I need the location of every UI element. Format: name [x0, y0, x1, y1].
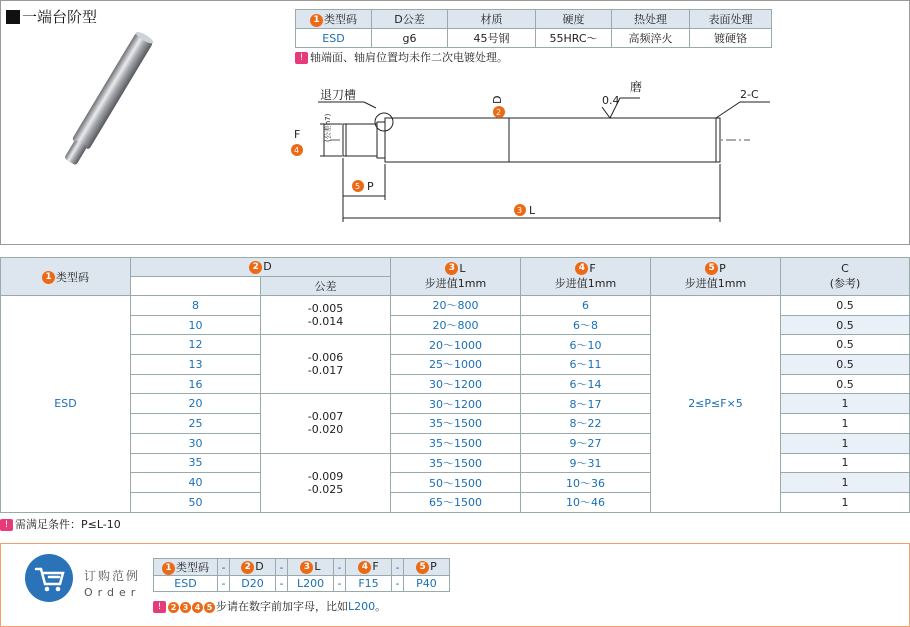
title-square-icon [6, 10, 20, 24]
num-2: 2 [496, 108, 502, 117]
f-cell: 6～8 [521, 315, 651, 335]
f-dim-label [291, 113, 332, 156]
f-cell: 10～36 [521, 473, 651, 493]
tol-lower: -0.025 [307, 482, 344, 496]
cart-svg [25, 554, 73, 602]
d-cell: 16 [131, 374, 261, 394]
grind-label: 磨 [630, 80, 643, 94]
spec-header-heat: 热处理 [612, 10, 690, 29]
dash: - [218, 576, 230, 592]
f-cell: 8～17 [521, 394, 651, 414]
c-cell: 1 [781, 473, 910, 493]
l-cell: 30～1200 [391, 394, 521, 414]
d-cell: 8 [131, 296, 261, 316]
num-3-icon: 3 [180, 602, 191, 613]
num-2-icon: 2 [249, 261, 262, 274]
note-icon: ! [295, 52, 308, 64]
order-header-f [346, 559, 392, 576]
h-text: 类型码 [56, 270, 89, 284]
l-dim-label [514, 204, 536, 217]
technical-drawing [280, 70, 780, 240]
cart-icon [25, 554, 73, 602]
tol-upper: -0.007 [307, 410, 344, 424]
order-panel [0, 543, 910, 627]
dash: - [392, 559, 404, 576]
spec-header-type [296, 10, 372, 29]
f-cell: 8～22 [521, 414, 651, 434]
c-cell: 1 [781, 433, 910, 453]
header-tol: 公差 [261, 277, 391, 296]
num-3-icon: 3 [300, 561, 313, 574]
d-dim-label [491, 96, 505, 118]
spec-cell: 55HRC～ [536, 29, 612, 48]
note-text: 轴端面、轴肩位置均未作二次电镀处理。 [310, 51, 508, 64]
roughness-label: 0.4 [602, 94, 620, 107]
l-letter: L [529, 204, 536, 217]
order-header-text: P [430, 560, 437, 574]
tol-cell [261, 296, 391, 335]
d-cell: 10 [131, 315, 261, 335]
num-4-icon: 4 [575, 262, 588, 275]
p-range-cell: 2≤P≤F×5 [651, 296, 781, 513]
order-header-l [288, 559, 334, 576]
c-cell: 0.5 [781, 374, 910, 394]
l-cell: 20～800 [391, 315, 521, 335]
num-1-icon: 1 [162, 562, 175, 575]
d-cell: 25 [131, 414, 261, 434]
header-d [131, 258, 391, 277]
header-l [391, 258, 521, 296]
l-cell: 50～1500 [391, 473, 521, 493]
order-label-en: Order [84, 586, 141, 599]
page-title [6, 6, 97, 27]
l-cell: 35～1500 [391, 414, 521, 434]
order-note-example: L200 [348, 600, 376, 613]
order-header-text: D [255, 560, 264, 574]
f-cell: 10～46 [521, 492, 651, 512]
order-note-text: 步请在数字前加字母，比如 [216, 600, 348, 613]
order-header-d [230, 559, 276, 576]
d-cell: 13 [131, 355, 261, 375]
header-p [651, 258, 781, 296]
p-dim-label [352, 180, 374, 193]
spec-header-dtol: D公差 [372, 10, 448, 29]
f-cell: 6～11 [521, 355, 651, 375]
tol-cell [261, 394, 391, 453]
spec-table [295, 9, 772, 48]
d-cell: 12 [131, 335, 261, 355]
order-value: L200 [288, 576, 334, 592]
h-text: C [841, 262, 849, 275]
tol-upper: -0.009 [307, 469, 344, 483]
tol-upper: -0.005 [307, 302, 344, 316]
dash: - [392, 576, 404, 592]
num-1-icon: 1 [42, 271, 55, 284]
order-label: 订购范例 [84, 569, 141, 583]
spec-cell: g6 [372, 29, 448, 48]
h-sub: (参考) [829, 277, 861, 290]
c-cell: 0.5 [781, 296, 910, 316]
relief-groove-label: 退刀槽 [320, 88, 357, 102]
order-table [153, 558, 450, 592]
note-text: 需满足条件：P≤L-10 [15, 518, 121, 531]
d-letter: D [491, 95, 504, 104]
header-text: 类型码 [324, 13, 357, 26]
dash: - [218, 559, 230, 576]
chamfer-label: 2-C [740, 88, 759, 101]
order-header-text: L [314, 560, 321, 574]
tol-cell [261, 453, 391, 512]
l-cell: 25～1000 [391, 355, 521, 375]
f-cell: 9～27 [521, 433, 651, 453]
tol-lower: -0.017 [307, 364, 344, 378]
c-cell: 0.5 [781, 315, 910, 335]
type-cell: ESD [1, 296, 131, 513]
spec-cell: 镀硬铬 [690, 29, 772, 48]
num-5-icon: 5 [204, 602, 215, 613]
spec-header-material: 材质 [448, 10, 536, 29]
order-header-text: 类型码 [176, 561, 209, 574]
order-note [153, 598, 386, 614]
l-cell: 20～1000 [391, 335, 521, 355]
f-cell: 6～10 [521, 335, 651, 355]
h-sub: 步进值1mm [684, 277, 747, 291]
order-header-p [404, 559, 450, 576]
dimension-table [0, 257, 910, 513]
f-cell: 6～14 [521, 374, 651, 394]
h-sub: 步进值1mm [554, 277, 617, 291]
dash: - [334, 576, 346, 592]
dash: - [276, 576, 288, 592]
order-value: F15 [346, 576, 392, 592]
spec-note [295, 49, 508, 65]
c-cell: 1 [781, 492, 910, 512]
order-value: P40 [404, 576, 450, 592]
f-cell: 6 [521, 296, 651, 316]
header-c [781, 258, 910, 296]
tol-cell [261, 335, 391, 394]
h-text: P [719, 261, 726, 275]
c-cell: 1 [781, 453, 910, 473]
d-cell: 50 [131, 492, 261, 512]
num-2-icon: 2 [241, 561, 254, 574]
num-1-icon: 1 [310, 14, 323, 27]
num-4: 4 [294, 146, 300, 155]
table-row [1, 296, 910, 316]
header-d-blank [131, 277, 261, 296]
title-text: 一端台阶型 [22, 8, 98, 26]
order-header-type [154, 559, 218, 576]
c-cell: 1 [781, 394, 910, 414]
d-cell: 40 [131, 473, 261, 493]
l-cell: 65～1500 [391, 492, 521, 512]
f-tol-label: (公差h7) [324, 113, 332, 142]
c-cell: 0.5 [781, 355, 910, 375]
d-cell: 30 [131, 433, 261, 453]
h-text: F [589, 261, 596, 275]
h-sub: 步进值1mm [424, 277, 487, 291]
num-3: 3 [517, 206, 523, 215]
note-icon: ! [0, 519, 13, 531]
tol-lower: -0.014 [307, 315, 344, 329]
order-value: D20 [230, 576, 276, 592]
l-cell: 20～800 [391, 296, 521, 316]
dash: - [276, 559, 288, 576]
f-letter: F [294, 128, 301, 141]
l-cell: 30～1200 [391, 374, 521, 394]
condition-note [0, 516, 121, 532]
f-cell: 9～31 [521, 453, 651, 473]
d-cell: 35 [131, 453, 261, 473]
c-cell: 0.5 [781, 335, 910, 355]
h-text: L [459, 261, 466, 275]
note-icon: ! [153, 601, 166, 613]
spec-cell: ESD [296, 29, 372, 48]
num-3-icon: 3 [445, 262, 458, 275]
spec-header-surface: 表面处理 [690, 10, 772, 29]
num-5: 5 [355, 182, 361, 191]
h-text: D [263, 260, 272, 274]
l-cell: 35～1500 [391, 433, 521, 453]
num-5-icon: 5 [416, 561, 429, 574]
shaft-photo [15, 30, 185, 190]
l-cell: 35～1500 [391, 453, 521, 473]
d-cell: 20 [131, 394, 261, 414]
dash: - [334, 559, 346, 576]
tol-lower: -0.020 [307, 423, 344, 437]
num-4-icon: 4 [192, 602, 203, 613]
spec-cell: 45号钢 [448, 29, 536, 48]
num-4-icon: 4 [358, 561, 371, 574]
order-value: ESD [154, 576, 218, 592]
spec-header-hardness: 硬度 [536, 10, 612, 29]
num-2-icon: 2 [168, 602, 179, 613]
c-cell: 1 [781, 414, 910, 434]
header-type [1, 258, 131, 296]
spec-cell: 高频淬火 [612, 29, 690, 48]
header-f [521, 258, 651, 296]
num-5-icon: 5 [705, 262, 718, 275]
order-header-text: F [372, 560, 379, 574]
order-note-suffix: 。 [375, 600, 387, 613]
tol-upper: -0.006 [307, 351, 344, 365]
p-letter: P [367, 180, 374, 193]
